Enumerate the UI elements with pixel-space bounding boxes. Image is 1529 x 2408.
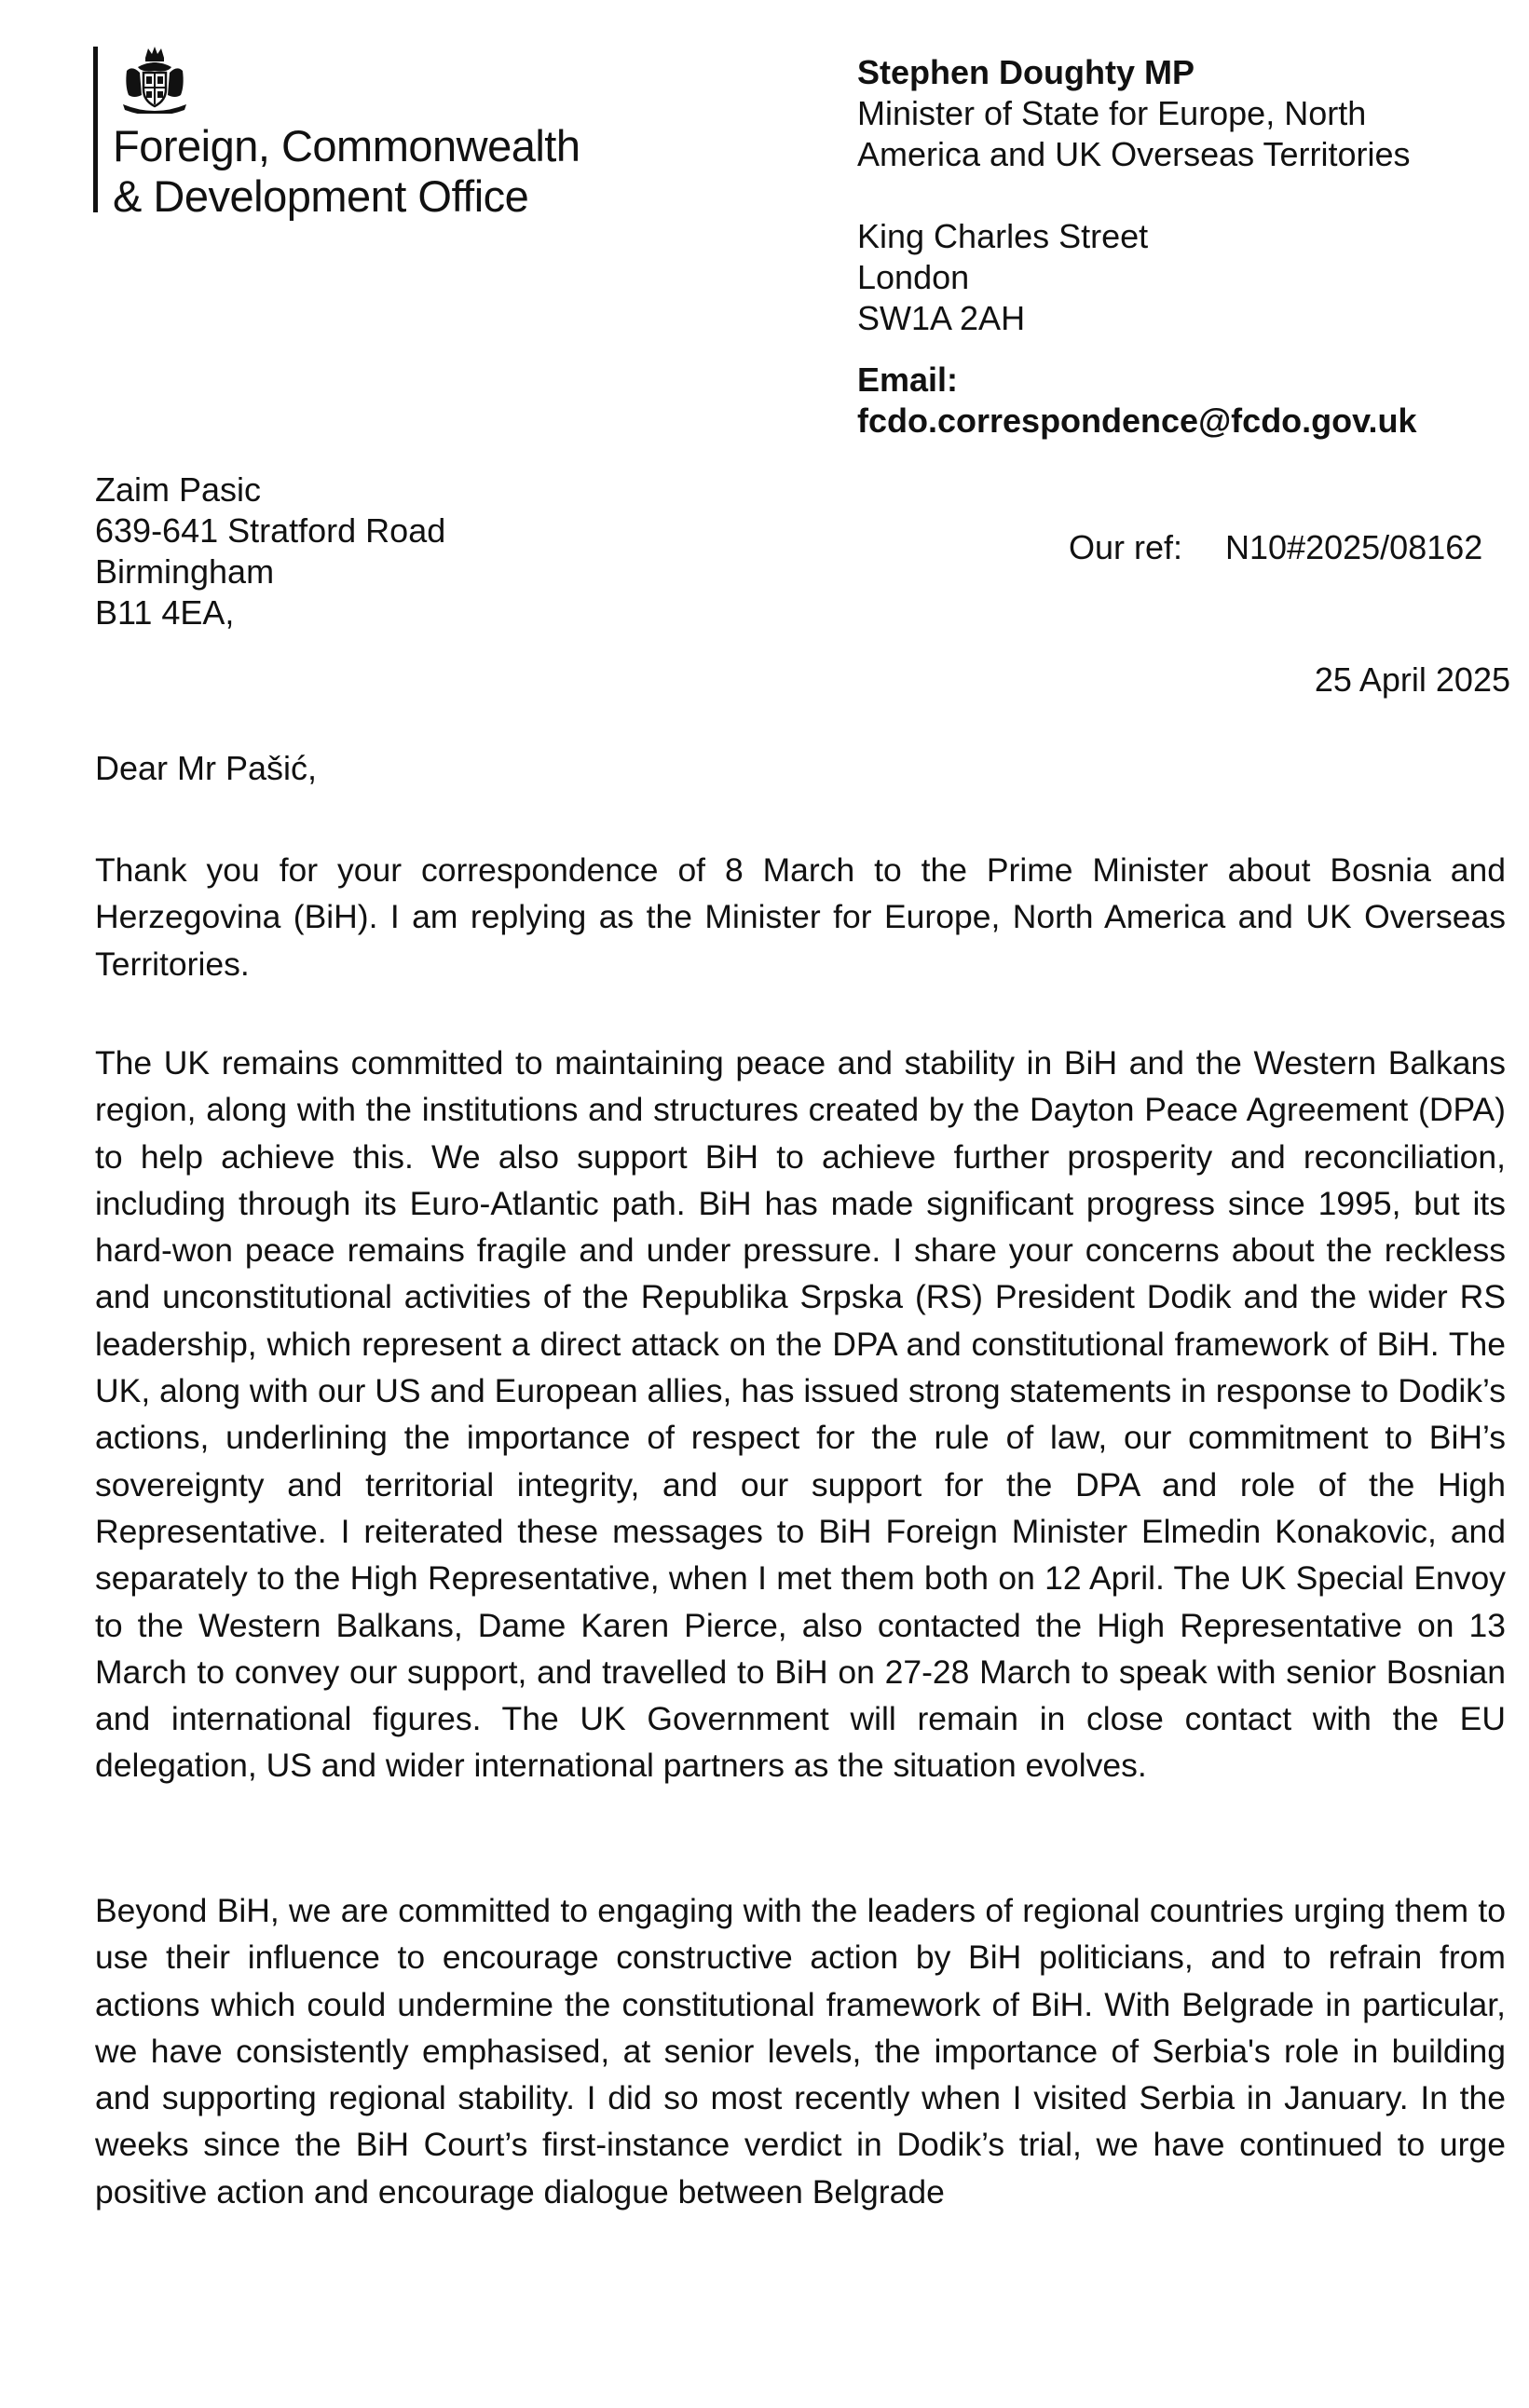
email-address: fcdo.correspondence@fcdo.gov.uk — [857, 401, 1417, 440]
sender-title-line-2: America and UK Overseas Territories — [857, 135, 1411, 173]
sender-address-line-2: London — [857, 258, 970, 296]
reference-label: Our ref: — [1069, 528, 1183, 566]
recipient-block — [95, 469, 445, 633]
department-logotype — [113, 121, 580, 222]
sender-address-line-1: King Charles Street — [857, 217, 1149, 255]
paragraph-3: Beyond BiH, we are committed to engaging with the leaders of regional countries urging them to use their influence to encourage constructive action by BiH politicians, and to refrain from actions which could undermine the constitutional framework of BiH. With Belgrade in particular, we have consistently emphasised, at senior levels, the importance of Serbia's role in building and supporting regional stability. I did so most recently when I visited Serbia in January. In the weeks since the BiH Court’s first-instance verdict in Dodik’s trial, we have continued to urge positive action and encourage dialogue between Belgrade — [95, 1892, 1506, 2211]
logo-line-2: & Development Office — [113, 171, 529, 221]
logo-divider — [93, 47, 98, 212]
paragraph-2: The UK remains committed to maintaining peace and stability in BiH and the Western Balkans region, along with the institutions and structures created by the Dayton Peace Agreement (DPA) to help achieve this. We also support BiH to achieve further prosperity and reconciliation, including through its Euro-Atlantic path. BiH has made significant progress since 1995, but its hard-won peace remains fragile and under pressure. I share your concerns about the reckless and unconstitutional activities of the Republika Srpska (RS) President Dodik and the wider RS leadership, which represent a direct attack on the DPA and constitutional framework of BiH. The UK, along with our US and European allies, has issued strong statements in response to Dodik’s actions, underlining the importance of respect for the rule of law, our commitment to BiH’s sovereignty and territorial integrity, and our support for the DPA and role of the High Representative. I reiterated these messages to BiH Foreign Minister Elmedin Konakovic, and separately to the High Representative, when I met them both on 12 April. The UK Special Envoy to the Western Balkans, Dame Karen Pierce, also contacted the High Representative on 13 March to convey our support, and travelled to BiH on 27-28 March to speak with senior Bosnian and international figures. The UK Government will remain in close contact with the EU delegation, US and wider international partners as the situation evolves. — [95, 1044, 1506, 1785]
reference-value: N10#2025/08162 — [1225, 528, 1483, 566]
recipient-name: Zaim Pasic — [95, 470, 262, 509]
recipient-address-line-3: B11 4EA, — [95, 593, 235, 632]
logo-line-1: Foreign, Commonwealth — [113, 121, 580, 170]
salutation: Dear Mr Pašić, — [95, 749, 318, 787]
paragraph-1: Thank you for your correspondence of 8 March to the Prime Minister about Bosnia and Herzegovina (BiH). I am replying as the Minister for Europe, North America and UK Overseas Territories. — [95, 851, 1506, 983]
recipient-address-line-2: Birmingham — [95, 552, 275, 591]
sender-address-line-3: SW1A 2AH — [857, 299, 1026, 337]
sender-block — [857, 52, 1417, 442]
royal-coat-of-arms-icon — [117, 45, 192, 114]
reference-line — [1069, 527, 1482, 568]
recipient-address-line-1: 639-641 Stratford Road — [95, 511, 446, 550]
sender-name: Stephen Doughty MP — [857, 53, 1195, 91]
letter-date: 25 April 2025 — [1314, 660, 1510, 699]
sender-title-line-1: Minister of State for Europe, North — [857, 94, 1367, 132]
email-label: Email: — [857, 361, 959, 399]
